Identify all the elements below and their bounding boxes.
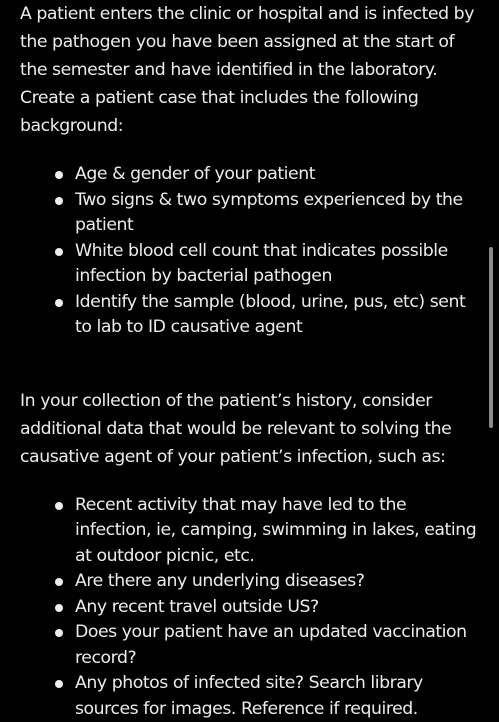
list-item-text: Does your patient have an updated vaccination record? <box>75 622 467 668</box>
list-item <box>20 162 482 188</box>
bullet-icon <box>55 502 63 510</box>
bullet-icon <box>55 299 63 307</box>
bullet-icon <box>55 578 63 586</box>
list-item-text: Two signs & two symptoms experienced by the patient <box>75 190 463 236</box>
bullet-icon <box>55 629 63 637</box>
list-item <box>20 188 482 239</box>
list-item-text: Any recent travel outside US? <box>75 597 319 617</box>
list-item <box>20 671 482 722</box>
bullet-icon <box>55 171 63 179</box>
list-item <box>20 569 482 595</box>
list-item <box>20 620 482 671</box>
history-list <box>20 493 482 722</box>
bullet-icon <box>55 680 63 688</box>
bullet-icon <box>55 248 63 256</box>
list-item <box>20 493 482 570</box>
list-item-text: Are there any underlying diseases? <box>75 571 365 591</box>
bullet-icon <box>55 604 63 612</box>
list-item <box>20 595 482 621</box>
vertical-scrollbar[interactable] <box>489 247 493 428</box>
list-item-text: White blood cell count that indicates possible infection by bacterial pathogen <box>75 241 448 287</box>
list-item-text: Age & gender of your patient <box>75 164 315 184</box>
history-paragraph: In your collection of the patient’s history, consider additional data that would be relevant to solving the causative agent of your patient’s infection, such as: <box>20 387 482 471</box>
list-item-text: Identify the sample (blood, urine, pus, etc) sent to lab to ID causative agent <box>75 292 465 338</box>
list-item-text: Recent activity that may have led to the infection, ie, camping, swimming in lakes, eating at outdoor picnic, etc. <box>75 495 476 566</box>
background-list <box>20 162 482 341</box>
bullet-icon <box>55 197 63 205</box>
intro-paragraph: A patient enters the clinic or hospital and is infected by the pathogen you have been assigned at the start of the semester and have identified in the laboratory. Create a patient case that includes the following background: <box>20 0 482 140</box>
list-item <box>20 290 482 341</box>
list-item-text: Any photos of infected site? Search library sources for images. Reference if required. <box>75 673 423 719</box>
assignment-text <box>20 0 482 722</box>
list-item <box>20 239 482 290</box>
